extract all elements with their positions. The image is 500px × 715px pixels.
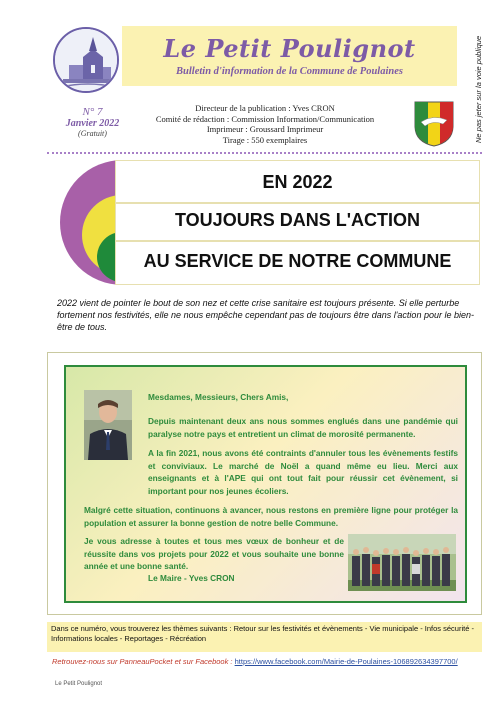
social-text: Retrouvez-nous sur PanneauPocket et sur Facebook : — [52, 657, 235, 666]
credit-line: Imprimeur : Groussard Imprimeur — [206, 124, 324, 134]
banner-line-1: EN 2022 — [262, 172, 333, 192]
page-footer: Le Petit Poulignot — [55, 681, 103, 687]
banner-line-2: TOUJOURS DANS L'ACTION — [175, 210, 420, 230]
coat-of-arms-icon — [413, 100, 455, 148]
editorial-paragraph: A la fin 2021, nous avons été contraints d'annuler tous les évènements festifs et conviviaux. Le marché de Noël a quand même eu lieu. Merci aux enseignants et à l'APE qui ont tout fait pour réussir cet évènement, si important pour nos jeunes écoliers. — [148, 448, 458, 496]
banner-separator — [115, 202, 480, 204]
editorial-greeting: Mesdames, Messieurs, Chers Amis, — [148, 392, 289, 402]
headline-banner — [60, 160, 480, 285]
church-drawing-icon — [55, 29, 119, 93]
mayor-portrait-icon — [84, 390, 132, 460]
editorial-signature: Le Maire - Yves CRON — [148, 573, 235, 583]
themes-summary: Dans ce numéro, vous trouverez les thèmes suivants : Retour sur les festivités et évènements - Vie municipale - Infos sécurité - Informations locales - Reportages - Récréation — [47, 622, 482, 652]
credit-line: Directeur de la publication : Yves CRON — [195, 103, 335, 113]
publication-credits — [140, 103, 390, 145]
newsletter-subtitle: Bulletin d'information de la Commune de Poulaines — [176, 66, 403, 77]
newsletter-title: Le Petit Poulignot — [163, 34, 416, 63]
banner-line-3: AU SERVICE DE NOTRE COMMUNE — [143, 251, 452, 271]
header-divider — [47, 152, 482, 154]
issue-price: (Gratuit) — [78, 129, 107, 138]
editorial-box — [64, 365, 467, 603]
council-group-photo — [348, 534, 456, 591]
town-logo — [53, 27, 119, 93]
editorial-paragraph: Je vous adresse à toutes et tous mes vœux de bonheur et de réussite dans vos projets pour 2022 et vous souhaite une bonne année et une bonne santé. — [84, 536, 344, 571]
social-line — [52, 657, 482, 666]
issue-number: N° 7 — [82, 106, 103, 118]
editorial-frame — [47, 352, 482, 615]
mayor-photo — [84, 390, 132, 460]
intro-paragraph: 2022 vient de pointer le bout de son nez et cette crise sanitaire est toujours présente. Si elle perturbe fortement nos festivités, elle ne nous empêche cependant pas de toujours être dans l'action pour le bien-être de tous. — [57, 298, 474, 332]
masthead — [122, 26, 457, 86]
banner-separator — [115, 240, 480, 242]
credit-line: Comité de rédaction : Commission Information/Communication — [155, 113, 375, 124]
issue-date: Janvier 2022 — [65, 118, 120, 129]
side-note — [462, 35, 483, 143]
credit-line: Tirage : 550 exemplaires — [222, 134, 308, 145]
issue-info — [60, 106, 125, 138]
facebook-link[interactable]: https://www.facebook.com/Mairie-de-Poulaines-106892634397700/ — [234, 657, 458, 666]
side-note-text: Ne pas jeter sur la voie publique — [474, 35, 483, 143]
editorial-paragraph: Malgré cette situation, continuons à avancer, nous restons en première ligne pour protéger la population et assurer la bonne gestion de notre belle Commune. — [84, 505, 458, 528]
editorial-paragraph: Depuis maintenant deux ans nous sommes englués dans une pandémie qui paralyse notre pays et entretient un climat de morosité permanente. — [148, 416, 458, 439]
group-people-icon — [348, 534, 456, 591]
